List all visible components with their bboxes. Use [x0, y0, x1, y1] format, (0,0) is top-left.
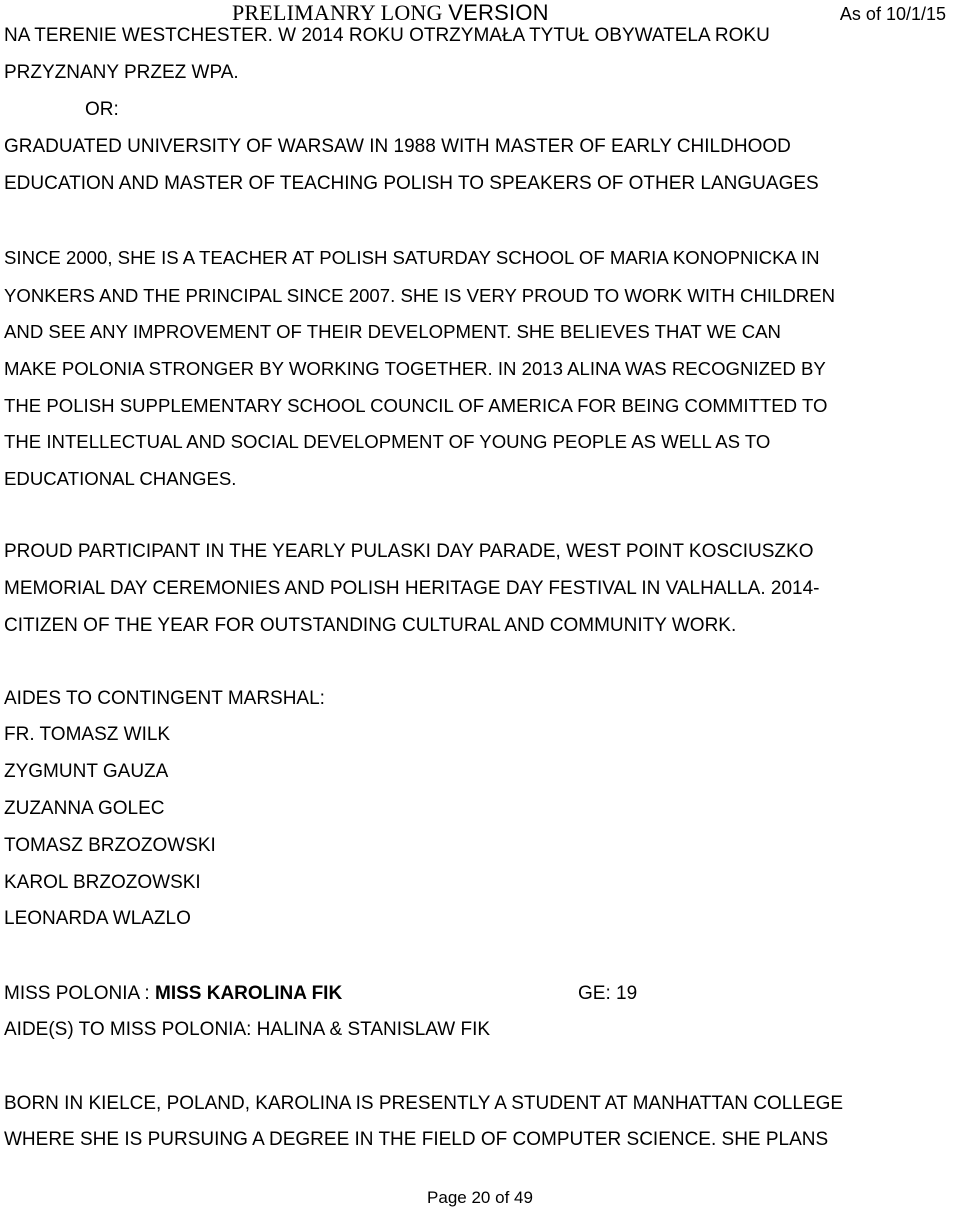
page-label: Page	[427, 1188, 467, 1207]
aide-name: ZUZANNA GOLEC	[4, 798, 165, 819]
aides-heading: AIDES TO CONTINGENT MARSHAL:	[4, 688, 325, 709]
miss-polonia-label: MISS POLONIA :	[4, 983, 155, 1004]
text-line: MEMORIAL DAY CEREMONIES AND POLISH HERITAGE DAY FESTIVAL IN VALHALLA. 2014-	[4, 578, 820, 599]
text-line: CITIZEN OF THE YEAR FOR OUTSTANDING CULTURAL AND COMMUNITY WORK.	[4, 615, 737, 636]
title-main: PRELIMANRY LONG	[232, 0, 449, 25]
miss-polonia-aides: AIDE(S) TO MISS POLONIA: HALINA & STANISLAW FIK	[4, 1019, 491, 1040]
text-line: AND SEE ANY IMPROVEMENT OF THEIR DEVELOPMENT. SHE BELIEVES THAT WE CAN	[4, 321, 781, 342]
text-line: GRADUATED UNIVERSITY OF WARSAW IN 1988 WITH MASTER OF EARLY CHILDHOOD	[4, 136, 791, 157]
document-title	[232, 0, 549, 26]
text-line: WHERE SHE IS PURSUING A DEGREE IN THE FIELD OF COMPUTER SCIENCE. SHE PLANS	[4, 1129, 829, 1150]
of-label: of	[495, 1188, 510, 1207]
title-version: VERSION	[448, 0, 549, 25]
aide-name: KAROL BRZOZOWSKI	[4, 872, 201, 893]
aide-name: FR. TOMASZ WILK	[4, 724, 171, 745]
miss-polonia-name: MISS KAROLINA FIK	[155, 983, 343, 1004]
aide-name: LEONARDA WLAZLO	[4, 908, 191, 929]
or-label: OR:	[85, 99, 119, 120]
text-line: THE POLISH SUPPLEMENTARY SCHOOL COUNCIL OF AMERICA FOR BEING COMMITTED TO	[4, 395, 828, 416]
aide-name: ZYGMUNT GAUZA	[4, 761, 169, 782]
text-line: SINCE 2000, SHE IS A TEACHER AT POLISH SATURDAY SCHOOL OF MARIA KONOPNICKA IN	[4, 247, 820, 268]
text-line: PROUD PARTICIPANT IN THE YEARLY PULASKI DAY PARADE, WEST POINT KOSCIUSZKO	[4, 541, 814, 562]
text-line: EDUCATION AND MASTER OF TEACHING POLISH TO SPEAKERS OF OTHER LANGUAGES	[4, 173, 819, 194]
page-header	[0, 0, 960, 26]
text-line: NA TERENIE WESTCHESTER. W 2014 ROKU OTRZYMAŁA TYTUŁ OBYWATELA ROKU	[4, 25, 770, 46]
text-line: PRZYZNANY PRZEZ WPA.	[4, 62, 239, 83]
miss-polonia-line	[4, 982, 342, 1006]
miss-polonia-age: GE: 19	[578, 983, 638, 1004]
text-line: EDUCATIONAL CHANGES.	[4, 468, 237, 489]
text-line: YONKERS AND THE PRINCIPAL SINCE 2007. SHE IS VERY PROUD TO WORK WITH CHILDREN	[4, 285, 836, 306]
text-line: THE INTELLECTUAL AND SOCIAL DEVELOPMENT OF YOUNG PEOPLE AS WELL AS TO	[4, 431, 771, 452]
as-of-date: As of 10/1/15	[839, 4, 946, 24]
page-number: 20	[471, 1188, 491, 1207]
page-footer	[0, 1187, 960, 1209]
text-line: BORN IN KIELCE, POLAND, KAROLINA IS PRESENTLY A STUDENT AT MANHATTAN COLLEGE	[4, 1093, 844, 1114]
aide-name: TOMASZ BRZOZOWSKI	[4, 835, 216, 856]
text-line: MAKE POLONIA STRONGER BY WORKING TOGETHER. IN 2013 ALINA WAS RECOGNIZED BY	[4, 358, 826, 379]
total-pages: 49	[514, 1188, 533, 1207]
